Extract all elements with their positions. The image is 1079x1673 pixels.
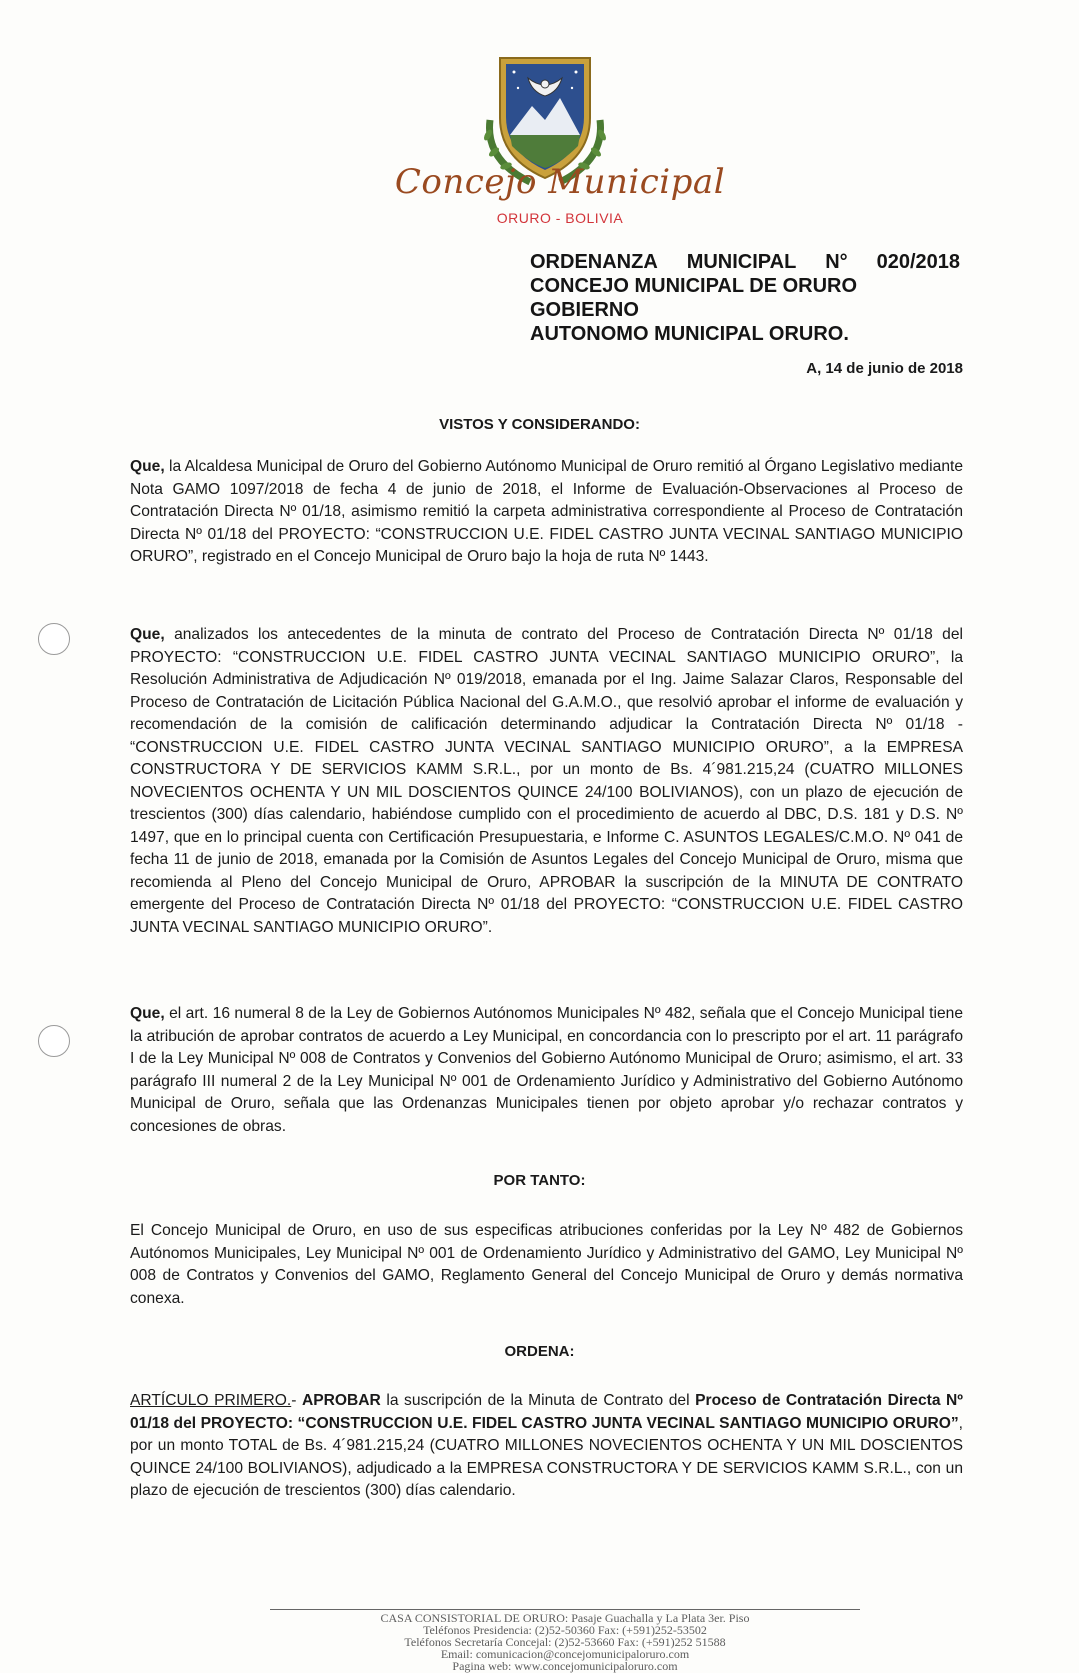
paragraph-lead: Que, xyxy=(130,1005,165,1022)
ordinance-title xyxy=(530,250,960,346)
ordinance-number: 020/2018 xyxy=(876,251,960,273)
article-text: la suscripción de la Minuta de Contrato del xyxy=(380,1392,696,1409)
punch-hole xyxy=(38,623,70,655)
title-line-3: AUTONOMO MUNICIPAL ORURO. xyxy=(530,323,849,345)
paragraph-text: el art. 16 numeral 8 de la Ley de Gobiernos Autónomos Municipales Nº 482, señala que el Concejo Municipal tiene la atribución de aprobar contratos de acuerdo a Ley Municipal, en concordancia con lo prescripto por el art. 11 parágrafo I de la Ley Municipal Nº 008 de Contratos y Convenios del Gobierno Autónomo Municipal de Oruro; asimismo, el art. 33 parágrafo III numeral 2 de la Ley Municipal Nº 001 de Ordenamiento Jurídico y Administrativo del Gobierno Autónomo Municipal de Oruro, señala que las Ordenanzas Municipales tienen por objeto aprobar y/o rechazar contratos y concesiones de obras. xyxy=(130,1005,963,1135)
footer-contact xyxy=(250,1612,880,1672)
article-bold-project: Proceso de Contratación Directa Nº 01/18 del PROYECTO: “CONSTRUCCION U.E. FIDEL CASTRO JUNTA VECINAL SANTIAGO MUNICIPIO ORURO” xyxy=(130,1392,963,1432)
articulo-primero xyxy=(130,1390,963,1503)
title-word: MUNICIPAL xyxy=(686,251,797,273)
considerando-paragraph-3 xyxy=(130,1003,963,1138)
article-separator: - xyxy=(291,1392,302,1409)
punch-hole xyxy=(38,1025,70,1057)
por-tanto-paragraph: El Concejo Municipal de Oruro, en uso de sus especificas atribuciones conferidas por la Ley Nº 482 de Gobiernos Autónomos Municipales, Ley Municipal Nº 001 de Ordenamiento Jurídico y Administrativo del GAMO, Ley Municipal Nº 008 de Contratos y Convenios del GAMO, Reglamento General del Concejo Municipal de Oruro y demás normativa conexa. xyxy=(130,1222,963,1307)
considerando-paragraph-2 xyxy=(130,624,963,939)
footer-rule xyxy=(270,1609,860,1610)
council-city: ORURO - BOLIVIA xyxy=(496,210,624,226)
document-date: A, 14 de junio de 2018 xyxy=(806,360,963,377)
article-text: , por un monto TOTAL de Bs. 4´981.215,24 (CUATRO MILLONES NOVECIENTOS OCHENTA Y UN MIL DOSCIENTOS QUINCE 24/100 BOLIVIANOS), adjudicado a la EMPRESA CONSTRUCTORA Y DE SERVICIOS KAMM S.R.L., con un plazo de ejecución de trescientos (300) días calendario. xyxy=(130,1414,963,1499)
title-word: ORDENANZA xyxy=(530,251,658,273)
footer-website: Pagina web: www.concejomunicipaloruro.com xyxy=(452,1659,678,1673)
title-word: N° xyxy=(825,251,848,273)
paragraph-text: analizados los antecedentes de la minuta de contrato del Proceso de Contratación Directa Nº 01/18 del PROYECTO: “CONSTRUCCION U.E. FIDEL CASTRO JUNTA VECINAL SANTIAGO MUNICIPIO ORURO”, la Resolución Administrativa de Adjudicación Nº 019/2018, emanada por el Ing. Jaime Salazar Claros, Responsable del Proceso de Contratación de Licitación Pública Nacional del G.A.M.O., que resolvió aprobar el informe de evaluación y recomendación de la comisión de calificación determinando adjudicar la Contratación Directa Nº 01/18 - “CONSTRUCCION U.E. FIDEL CASTRO JUNTA VECINAL SANTIAGO MUNICIPIO ORURO”, a la EMPRESA CONSTRUCTORA Y DE SERVICIOS KAMM S.R.L., por un monto de Bs. 4´981.215,24 (CUATRO MILLONES NOVECIENTOS OCHENTA Y UN MIL DOSCIENTOS QUINCE 24/100 BOLIVIANOS), con un plazo de ejecución de trescientos (300) días calendario, habiéndose cumplido con el procedimiento de acuerdo al DBC, D.S. 181 y D.S. Nº 1497, que en lo principal cuenta con Certificación Presupuestaria, e Informe C. ASUNTOS LEGALES/C.M.O. Nº 041 de fecha 11 de junio de 2018, emanada por la Comisión de Asuntos Legales del Concejo Municipal de Oruro, misma que recomienda al Pleno del Concejo Municipal de Oruro, APROBAR la suscripción de la MINUTA DE CONTRATO emergente del Proceso de Contratación Directa Nº 01/18 del PROYECTO: “CONSTRUCCION U.E. FIDEL CASTRO JUNTA VECINAL SANTIAGO MUNICIPIO ORURO”. xyxy=(130,626,963,936)
paragraph-text: la Alcaldesa Municipal de Oruro del Gobierno Autónomo Municipal de Oruro remitió al Órgano Legislativo mediante Nota GAMO 1097/2018 de fecha 4 de junio de 2018, el Informe de Evaluación-Observaciones al Proceso de Contratación Directa Nº 01/18, asimismo remitió la carpeta administrativa correspondiente al Proceso de Contratación Directa Nº 01/18 del PROYECTO: “CONSTRUCCION U.E. FIDEL CASTRO JUNTA VECINAL SANTIAGO MUNICIPIO ORURO”, registrado en el Concejo Municipal de Oruro bajo la hoja de ruta Nº 1443. xyxy=(130,458,963,565)
article-bold-verb: APROBAR xyxy=(301,1392,381,1409)
article-label: ARTÍCULO PRIMERO. xyxy=(130,1392,292,1409)
footer-email: Email: comunicacion@concejomunicipaloruro.com xyxy=(440,1647,690,1661)
paragraph-lead: Que, xyxy=(130,626,165,643)
heading-vistos: VISTOS Y CONSIDERANDO: xyxy=(439,416,640,433)
title-line-1 xyxy=(530,250,960,274)
footer-address: CASA CONSISTORIAL DE ORURO: Pasaje Guachalla y La Plata 3er. Piso xyxy=(380,1611,750,1625)
title-line-2: CONCEJO MUNICIPAL DE ORURO GOBIERNO xyxy=(530,275,858,321)
paragraph-lead: Que, xyxy=(130,458,165,475)
footer-phone-secretary: Teléfonos Secretaría Concejal: (2)52-53660 Fax: (+591)252 51588 xyxy=(404,1635,726,1649)
heading-por-tanto: POR TANTO: xyxy=(493,1172,586,1189)
council-name-logotype: Concejo Municipal xyxy=(394,162,726,202)
footer-phone-presidency: Teléfonos Presidencia: (2)52-50360 Fax: (+591)252-53502 xyxy=(423,1623,707,1637)
considerando-paragraph-1 xyxy=(130,456,963,569)
heading-ordena: ORDENA: xyxy=(504,1343,575,1360)
